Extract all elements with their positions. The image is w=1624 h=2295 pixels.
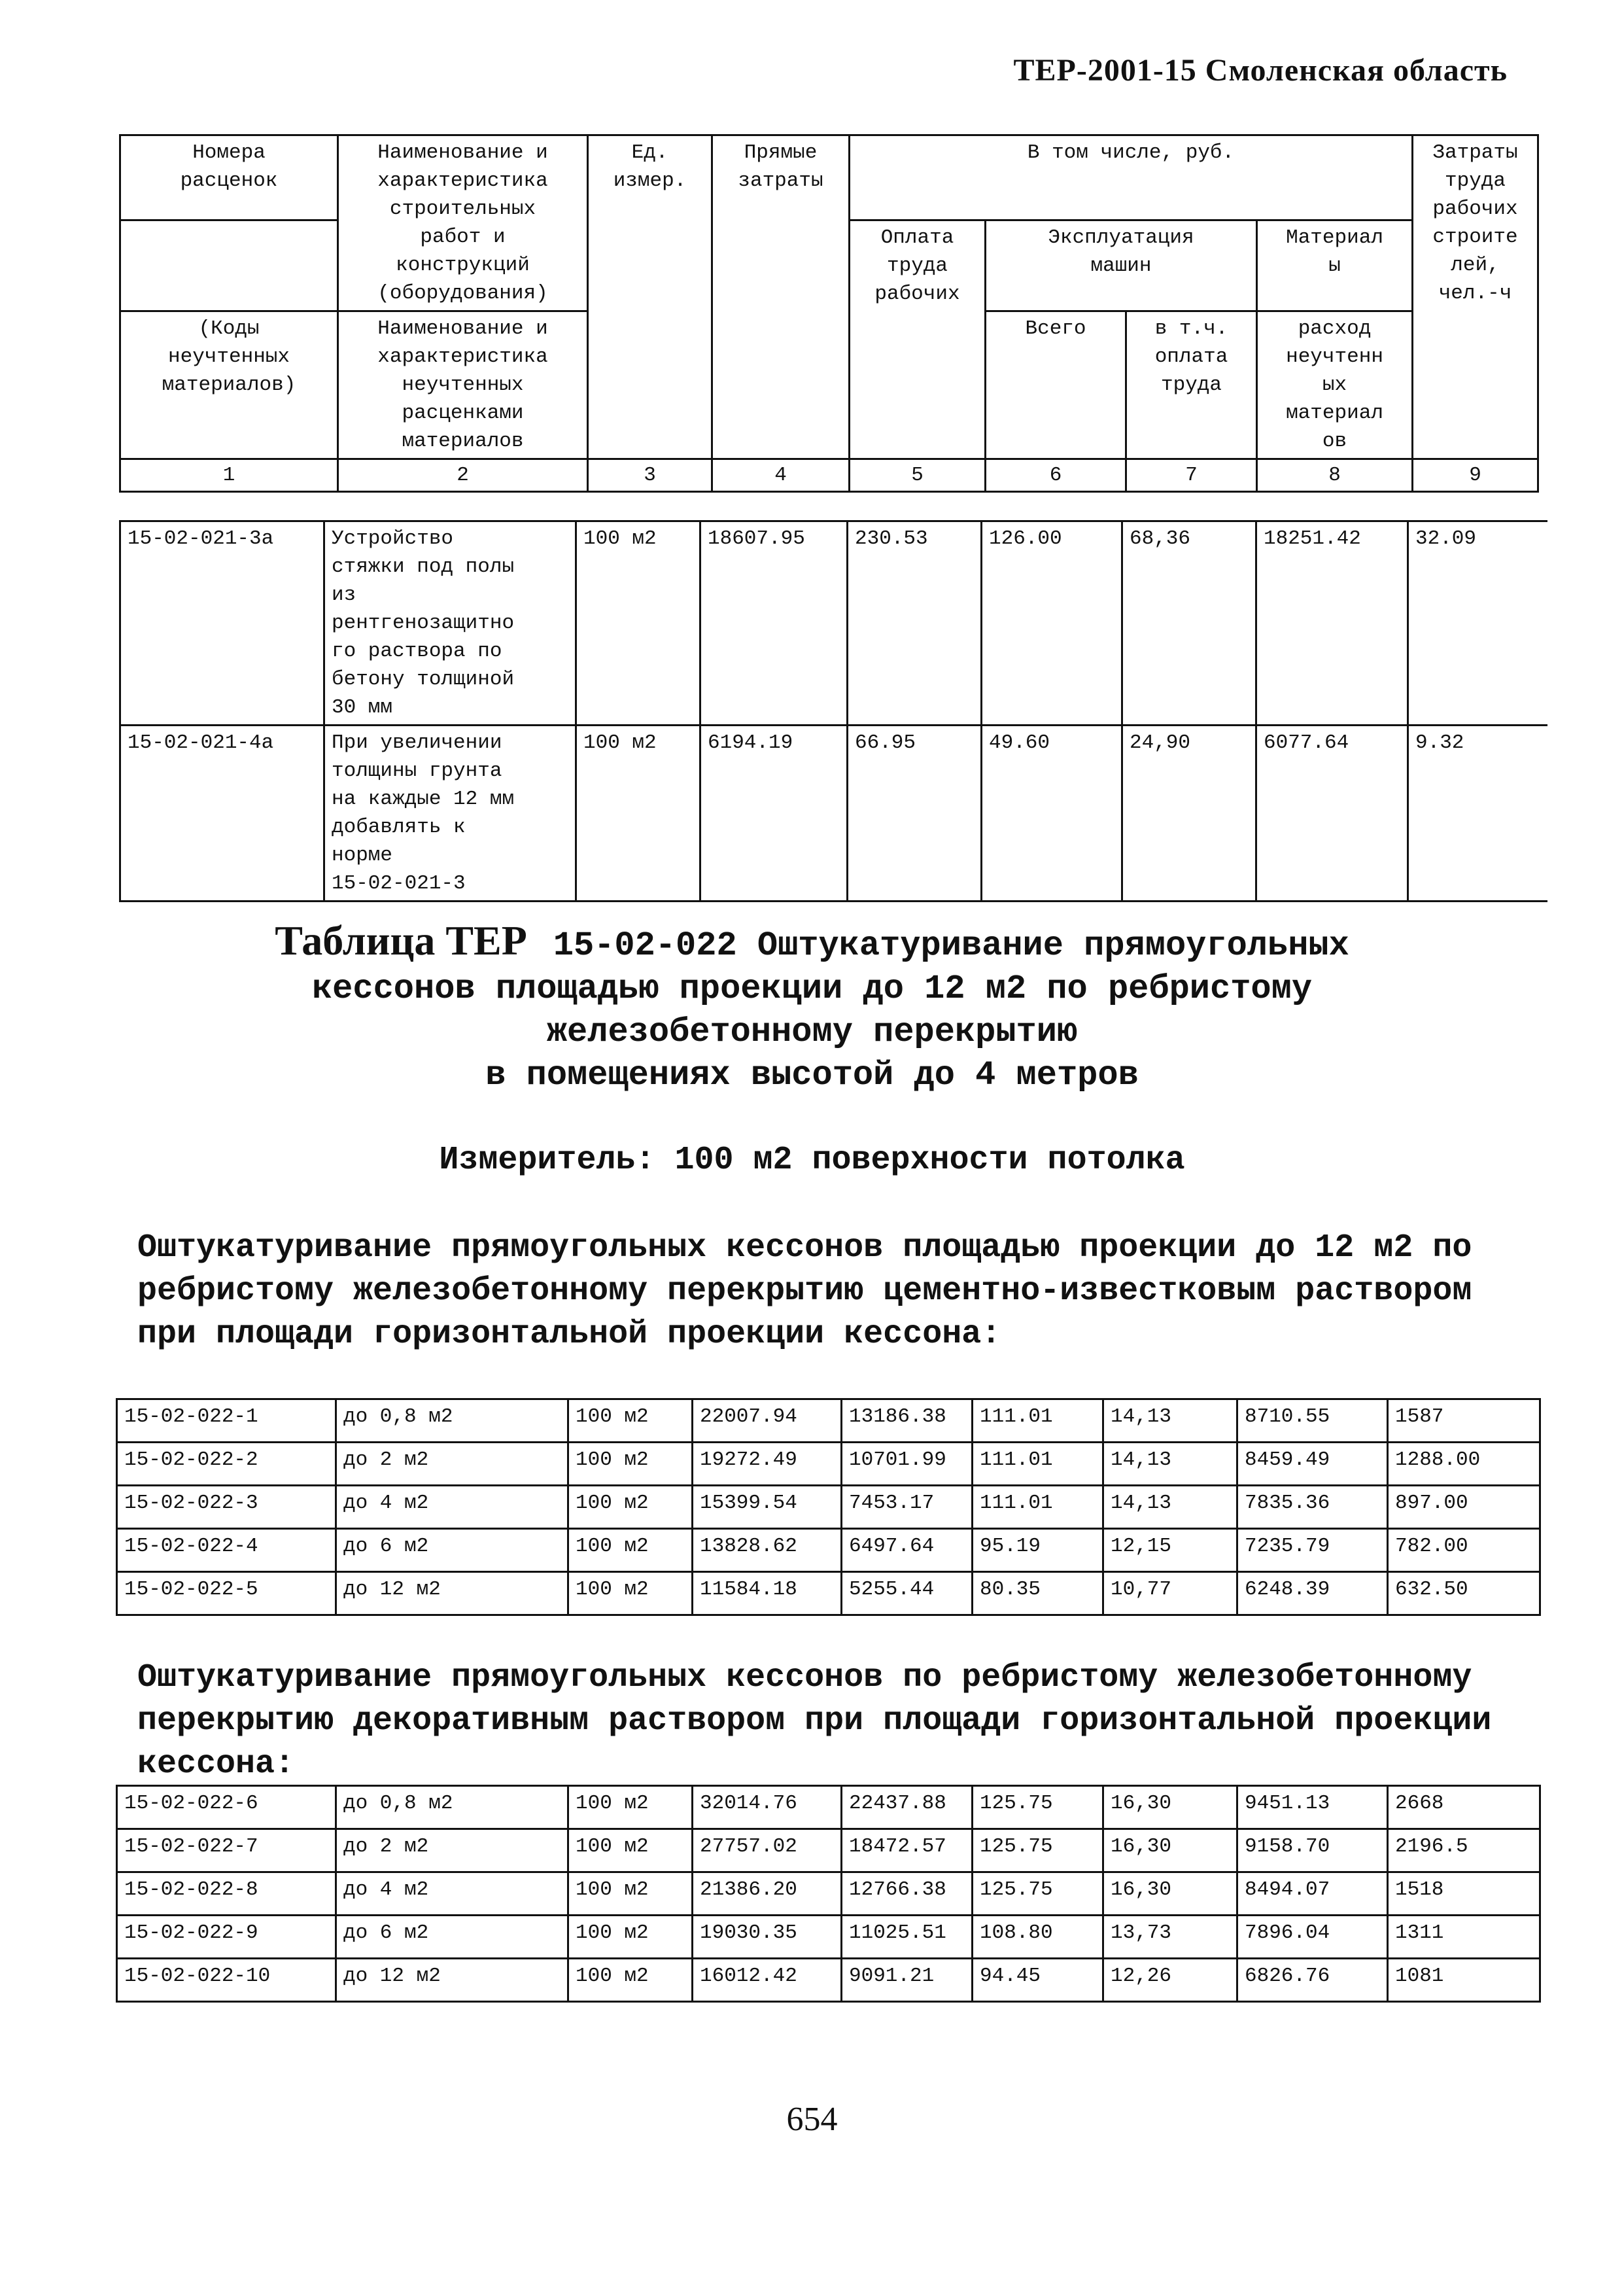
rate-labor: 5255.44 [842, 1572, 973, 1615]
rate-name: до 4 м2 [336, 1486, 568, 1529]
rate-materials: 7896.04 [1237, 1916, 1388, 1959]
rate-machine-labor: 12,15 [1103, 1529, 1237, 1572]
rate-machines: 111.01 [973, 1486, 1103, 1529]
rate-materials: 6826.76 [1237, 1959, 1388, 2002]
rate-labor-costs: 9.32 [1408, 726, 1547, 902]
rate-unit: 100 м2 [568, 1872, 693, 1916]
rate-code: 15-02-022-5 [117, 1572, 336, 1615]
rate-code: 15-02-022-1 [117, 1399, 336, 1443]
table-row [117, 1572, 1540, 1615]
rate-unit: 100 м2 [568, 1916, 693, 1959]
rate-code: 15-02-022-3 [117, 1486, 336, 1529]
header-labor: Оплата труда рабочих [850, 220, 986, 459]
rate-name: При увеличении толщины грунта на каждые 12 мм добавлять к норме 15-02-021-3 [324, 726, 576, 902]
rate-machines: 126.00 [982, 521, 1122, 726]
rate-materials: 6248.39 [1237, 1572, 1388, 1615]
header-direct: Прямые затраты [712, 135, 850, 459]
rate-name: Устройство стяжки под полы из рентгенозащитно го раствора по бетону толщиной 30 мм [324, 521, 576, 726]
table-row [120, 521, 1547, 726]
rate-materials: 6077.64 [1256, 726, 1408, 902]
rate-machine-labor: 16,30 [1103, 1872, 1237, 1916]
rate-direct: 19272.49 [693, 1443, 842, 1486]
rate-code: 15-02-022-10 [117, 1959, 336, 2002]
table-row [117, 1959, 1540, 2002]
rate-machines: 111.01 [973, 1399, 1103, 1443]
rate-unit: 100 м2 [576, 521, 700, 726]
rate-code: 15-02-022-9 [117, 1916, 336, 1959]
rate-direct: 16012.42 [693, 1959, 842, 2002]
rate-name: до 2 м2 [336, 1443, 568, 1486]
section-title-line1: 15-02-022 Оштукатуривание прямоугольных [553, 926, 1349, 965]
rate-labor: 10701.99 [842, 1443, 973, 1486]
rate-direct: 32014.76 [693, 1786, 842, 1829]
table-row [117, 1786, 1540, 1829]
rate-unit: 100 м2 [568, 1529, 693, 1572]
rate-unit: 100 м2 [576, 726, 700, 902]
section-title-line2: кессонов площадью проекции до 12 м2 по ребристому [311, 970, 1313, 1008]
header-labor-costs: Затраты труда рабочих строите лей, чел.-ч [1413, 135, 1538, 459]
rate-machines: 94.45 [973, 1959, 1103, 2002]
rate-labor-costs: 1081 [1388, 1959, 1540, 2002]
header-incl-labor: в т.ч. оплата труда [1126, 311, 1257, 459]
rate-labor-costs: 782.00 [1388, 1529, 1540, 1572]
header-name-sub: Наименование и характеристика неучтенных расценками материалов [338, 311, 588, 459]
header-name: Наименование и характеристика строительных работ и конструкций (оборудования) [338, 135, 588, 311]
rates-table-decorative [116, 1785, 1541, 2003]
table-row [117, 1399, 1540, 1443]
rate-machine-labor: 10,77 [1103, 1572, 1237, 1615]
header-materials-sub: расход неучтенн ых материал ов [1257, 311, 1413, 459]
rate-direct: 6194.19 [700, 726, 848, 902]
measure-unit: Измеритель: 100 м2 поверхности потолка [439, 1142, 1185, 1179]
rate-labor-costs: 2668 [1388, 1786, 1540, 1829]
subsection1-title: Оштукатуривание прямоугольных кессонов площадью проекции до 12 м2 по ребристому железобетонному перекрытию цементно-известковым раствором при площади горизонтальной проекции кессона: [137, 1229, 1472, 1353]
rate-machines: 125.75 [973, 1872, 1103, 1916]
rate-name: до 0,8 м2 [336, 1786, 568, 1829]
header-unit: Ед. измер. [588, 135, 712, 459]
rate-unit: 100 м2 [568, 1786, 693, 1829]
rate-labor: 18472.57 [842, 1829, 973, 1872]
rate-machines: 111.01 [973, 1443, 1103, 1486]
rate-labor: 230.53 [848, 521, 982, 726]
table-row [117, 1829, 1540, 1872]
table-row [117, 1486, 1540, 1529]
rate-machine-labor: 14,13 [1103, 1399, 1237, 1443]
rates-table-cement [116, 1398, 1541, 1616]
rate-machine-labor: 13,73 [1103, 1916, 1237, 1959]
rate-labor: 22437.88 [842, 1786, 973, 1829]
rate-labor: 12766.38 [842, 1872, 973, 1916]
rate-machine-labor: 24,90 [1122, 726, 1256, 902]
col-number: 2 [338, 459, 588, 492]
section-title-lead: Таблица ТЕР [275, 917, 527, 964]
rate-labor-costs: 2196.5 [1388, 1829, 1540, 1872]
rate-materials: 7235.79 [1237, 1529, 1388, 1572]
table-row [117, 1443, 1540, 1486]
header-total: Всего [986, 311, 1126, 459]
rate-unit: 100 м2 [568, 1572, 693, 1615]
col-number: 8 [1257, 459, 1413, 492]
rate-machines: 125.75 [973, 1786, 1103, 1829]
table-row [120, 726, 1547, 902]
header-table [119, 134, 1539, 493]
rate-labor-costs: 897.00 [1388, 1486, 1540, 1529]
table-row [117, 1872, 1540, 1916]
section-title-line4: в помещениях высотой до 4 метров [485, 1056, 1139, 1095]
rate-machine-labor: 14,13 [1103, 1486, 1237, 1529]
col-number: 7 [1126, 459, 1257, 492]
col-number: 5 [850, 459, 986, 492]
header-incl: В том числе, руб. [850, 135, 1413, 220]
rate-unit: 100 м2 [568, 1959, 693, 2002]
rate-materials: 8710.55 [1237, 1399, 1388, 1443]
rate-direct: 15399.54 [693, 1486, 842, 1529]
rate-labor-costs: 632.50 [1388, 1572, 1540, 1615]
col-number: 6 [986, 459, 1126, 492]
col-number: 1 [120, 459, 338, 492]
table-row [117, 1529, 1540, 1572]
rate-code: 15-02-022-4 [117, 1529, 336, 1572]
header-machines: Эксплуатация машин [986, 220, 1257, 311]
rate-labor-costs: 1288.00 [1388, 1443, 1540, 1486]
rate-labor-costs: 1311 [1388, 1916, 1540, 1959]
col-number: 3 [588, 459, 712, 492]
rate-machine-labor: 14,13 [1103, 1443, 1237, 1486]
table-row [117, 1916, 1540, 1959]
rate-direct: 22007.94 [693, 1399, 842, 1443]
rate-machine-labor: 68,36 [1122, 521, 1256, 726]
rate-labor: 6497.64 [842, 1529, 973, 1572]
col-number: 4 [712, 459, 850, 492]
rate-direct: 18607.95 [700, 521, 848, 726]
rate-labor: 7453.17 [842, 1486, 973, 1529]
rate-unit: 100 м2 [568, 1829, 693, 1872]
rate-direct: 27757.02 [693, 1829, 842, 1872]
rate-materials: 9451.13 [1237, 1786, 1388, 1829]
rate-materials: 9158.70 [1237, 1829, 1388, 1872]
rate-materials: 8459.49 [1237, 1443, 1388, 1486]
rate-labor-costs: 1587 [1388, 1399, 1540, 1443]
header-codes-sub: (Коды неучтенных материалов) [120, 311, 338, 459]
rate-labor-costs: 1518 [1388, 1872, 1540, 1916]
rate-labor-costs: 32.09 [1408, 521, 1547, 726]
rate-machines: 49.60 [982, 726, 1122, 902]
document-title: ТЕР-2001-15 Смоленская область [1013, 53, 1508, 88]
page-number: 654 [786, 2101, 838, 2138]
section-title [0, 919, 1624, 1097]
rate-machines: 80.35 [973, 1572, 1103, 1615]
rate-materials: 18251.42 [1256, 521, 1408, 726]
rate-direct: 11584.18 [693, 1572, 842, 1615]
rate-machine-labor: 16,30 [1103, 1829, 1237, 1872]
rate-code: 15-02-022-2 [117, 1443, 336, 1486]
rate-code: 15-02-021-4а [120, 726, 324, 902]
rate-machines: 125.75 [973, 1829, 1103, 1872]
rate-name: до 2 м2 [336, 1829, 568, 1872]
rate-labor: 13186.38 [842, 1399, 973, 1443]
header-codes: Номера расценок [120, 135, 338, 220]
rate-machines: 95.19 [973, 1529, 1103, 1572]
col-number: 9 [1413, 459, 1538, 492]
rate-direct: 21386.20 [693, 1872, 842, 1916]
subsection2-title: Оштукатуривание прямоугольных кессонов по ребристому железобетонному перекрытию декоративным раствором при площади горизонтальной проекции кессона: [137, 1659, 1492, 1783]
rate-name: до 12 м2 [336, 1572, 568, 1615]
rate-labor: 11025.51 [842, 1916, 973, 1959]
rates-table-top [119, 520, 1547, 902]
rate-direct: 19030.35 [693, 1916, 842, 1959]
rate-labor: 9091.21 [842, 1959, 973, 2002]
header-materials: Материал ы [1257, 220, 1413, 311]
rate-code: 15-02-021-3а [120, 521, 324, 726]
rate-name: до 6 м2 [336, 1916, 568, 1959]
rate-machine-labor: 16,30 [1103, 1786, 1237, 1829]
rate-direct: 13828.62 [693, 1529, 842, 1572]
rate-name: до 0,8 м2 [336, 1399, 568, 1443]
section-title-line3: железобетонному перекрытию [546, 1013, 1078, 1051]
rate-machines: 108.80 [973, 1916, 1103, 1959]
rate-name: до 12 м2 [336, 1959, 568, 2002]
rate-unit: 100 м2 [568, 1486, 693, 1529]
rate-machine-labor: 12,26 [1103, 1959, 1237, 2002]
rate-code: 15-02-022-8 [117, 1872, 336, 1916]
rate-materials: 7835.36 [1237, 1486, 1388, 1529]
rate-name: до 4 м2 [336, 1872, 568, 1916]
rate-unit: 100 м2 [568, 1399, 693, 1443]
rate-name: до 6 м2 [336, 1529, 568, 1572]
rate-materials: 8494.07 [1237, 1872, 1388, 1916]
rate-code: 15-02-022-7 [117, 1829, 336, 1872]
rate-code: 15-02-022-6 [117, 1786, 336, 1829]
rate-labor: 66.95 [848, 726, 982, 902]
rate-unit: 100 м2 [568, 1443, 693, 1486]
